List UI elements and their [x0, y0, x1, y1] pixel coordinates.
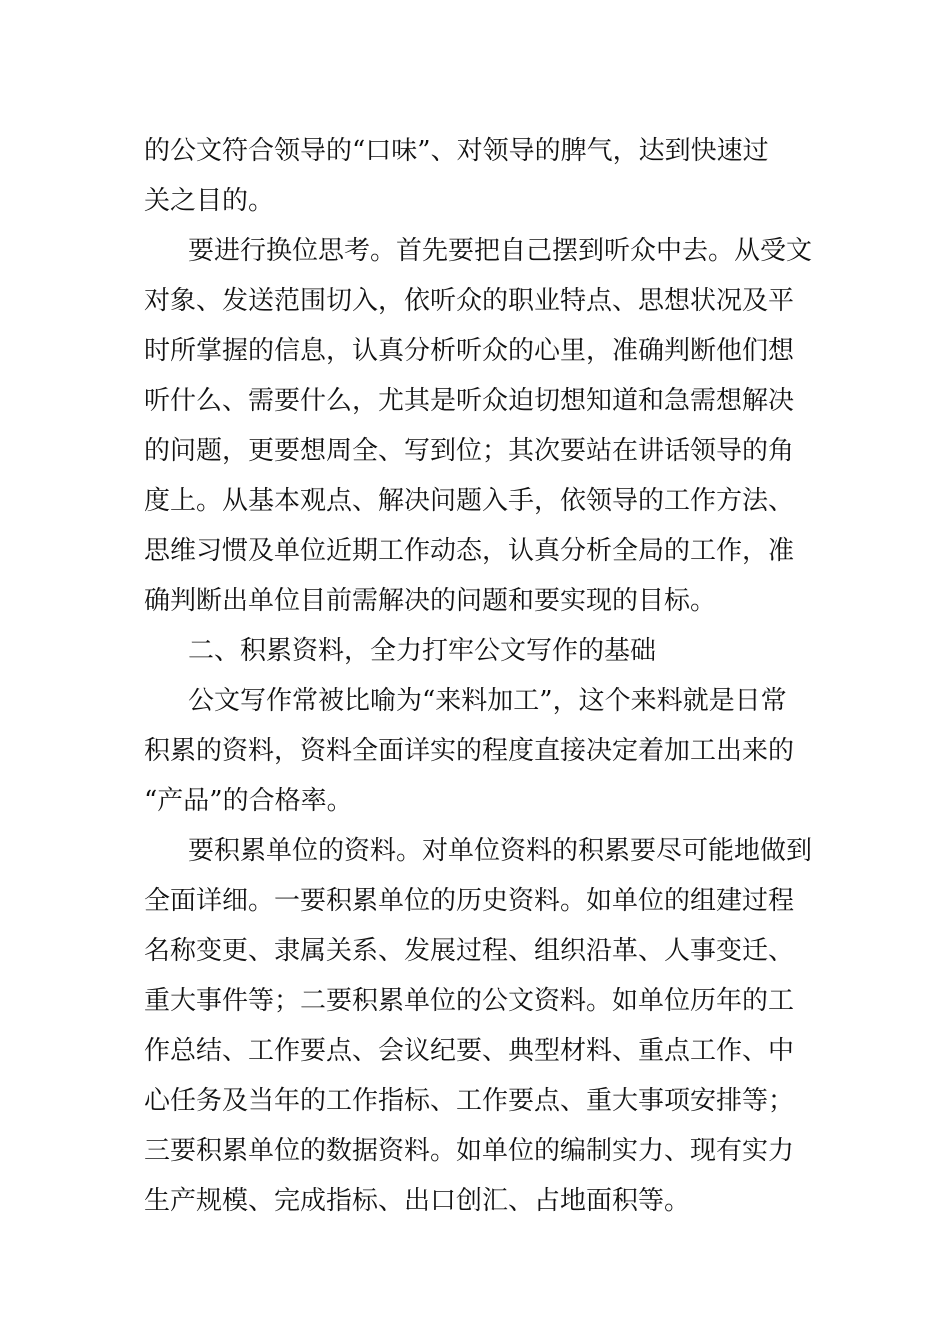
text-line: 生产规模、完成指标、出口创汇、占地面积等。 — [144, 1186, 691, 1216]
text-line: 思维习惯及单位近期工作动态，认真分析全局的工作，准 — [144, 536, 795, 566]
text-line: 重大事件等；二要积累单位的公文资料。如单位历年的工 — [144, 986, 795, 1016]
text-line: “产品”的合格率。 — [144, 786, 353, 816]
text-line: 度上。从基本观点、解决问题入手，依领导的工作方法、 — [144, 486, 795, 516]
paragraph-start-line: 要进行换位思考。首先要把自己摆到听众中去。从受文 — [188, 236, 813, 266]
text-line: 作总结、工作要点、会议纪要、典型材料、重点工作、中 — [144, 1036, 795, 1066]
text-line: 的问题，更要想周全、写到位；其次要站在讲话领导的角 — [144, 436, 795, 466]
text-line: 三要积累单位的数据资料。如单位的编制实力、现有实力 — [144, 1136, 795, 1166]
text-line: 确判断出单位目前需解决的问题和要实现的目标。 — [144, 586, 717, 616]
text-line: 名称变更、隶属关系、发展过程、组织沿革、人事变迁、 — [144, 936, 795, 966]
paragraph-start-line: 公文写作常被比喻为“来料加工”，这个来料就是日常 — [188, 686, 787, 716]
text-line: 对象、发送范围切入，依听众的职业特点、思想状况及平 — [144, 286, 795, 316]
text-line: 心任务及当年的工作指标、工作要点、重大事项安排等； — [144, 1086, 795, 1116]
text-line: 的公文符合领导的“口味”、对领导的脾气，达到快速过 — [144, 136, 769, 166]
text-line: 听什么、需要什么，尤其是听众迫切想知道和急需想解决 — [144, 386, 795, 416]
text-line: 积累的资料，资料全面详实的程度直接决定着加工出来的 — [144, 736, 795, 766]
document-page — [144, 126, 813, 1226]
paragraph-start-line: 要积累单位的资料。对单位资料的积累要尽可能地做到 — [188, 836, 813, 866]
section-heading: 二、积累资料，全力打牢公文写作的基础 — [188, 636, 657, 666]
text-line: 全面详细。一要积累单位的历史资料。如单位的组建过程 — [144, 886, 795, 916]
text-line: 时所掌握的信息，认真分析听众的心里，准确判断他们想 — [144, 336, 795, 366]
text-line: 关之目的。 — [144, 186, 275, 216]
